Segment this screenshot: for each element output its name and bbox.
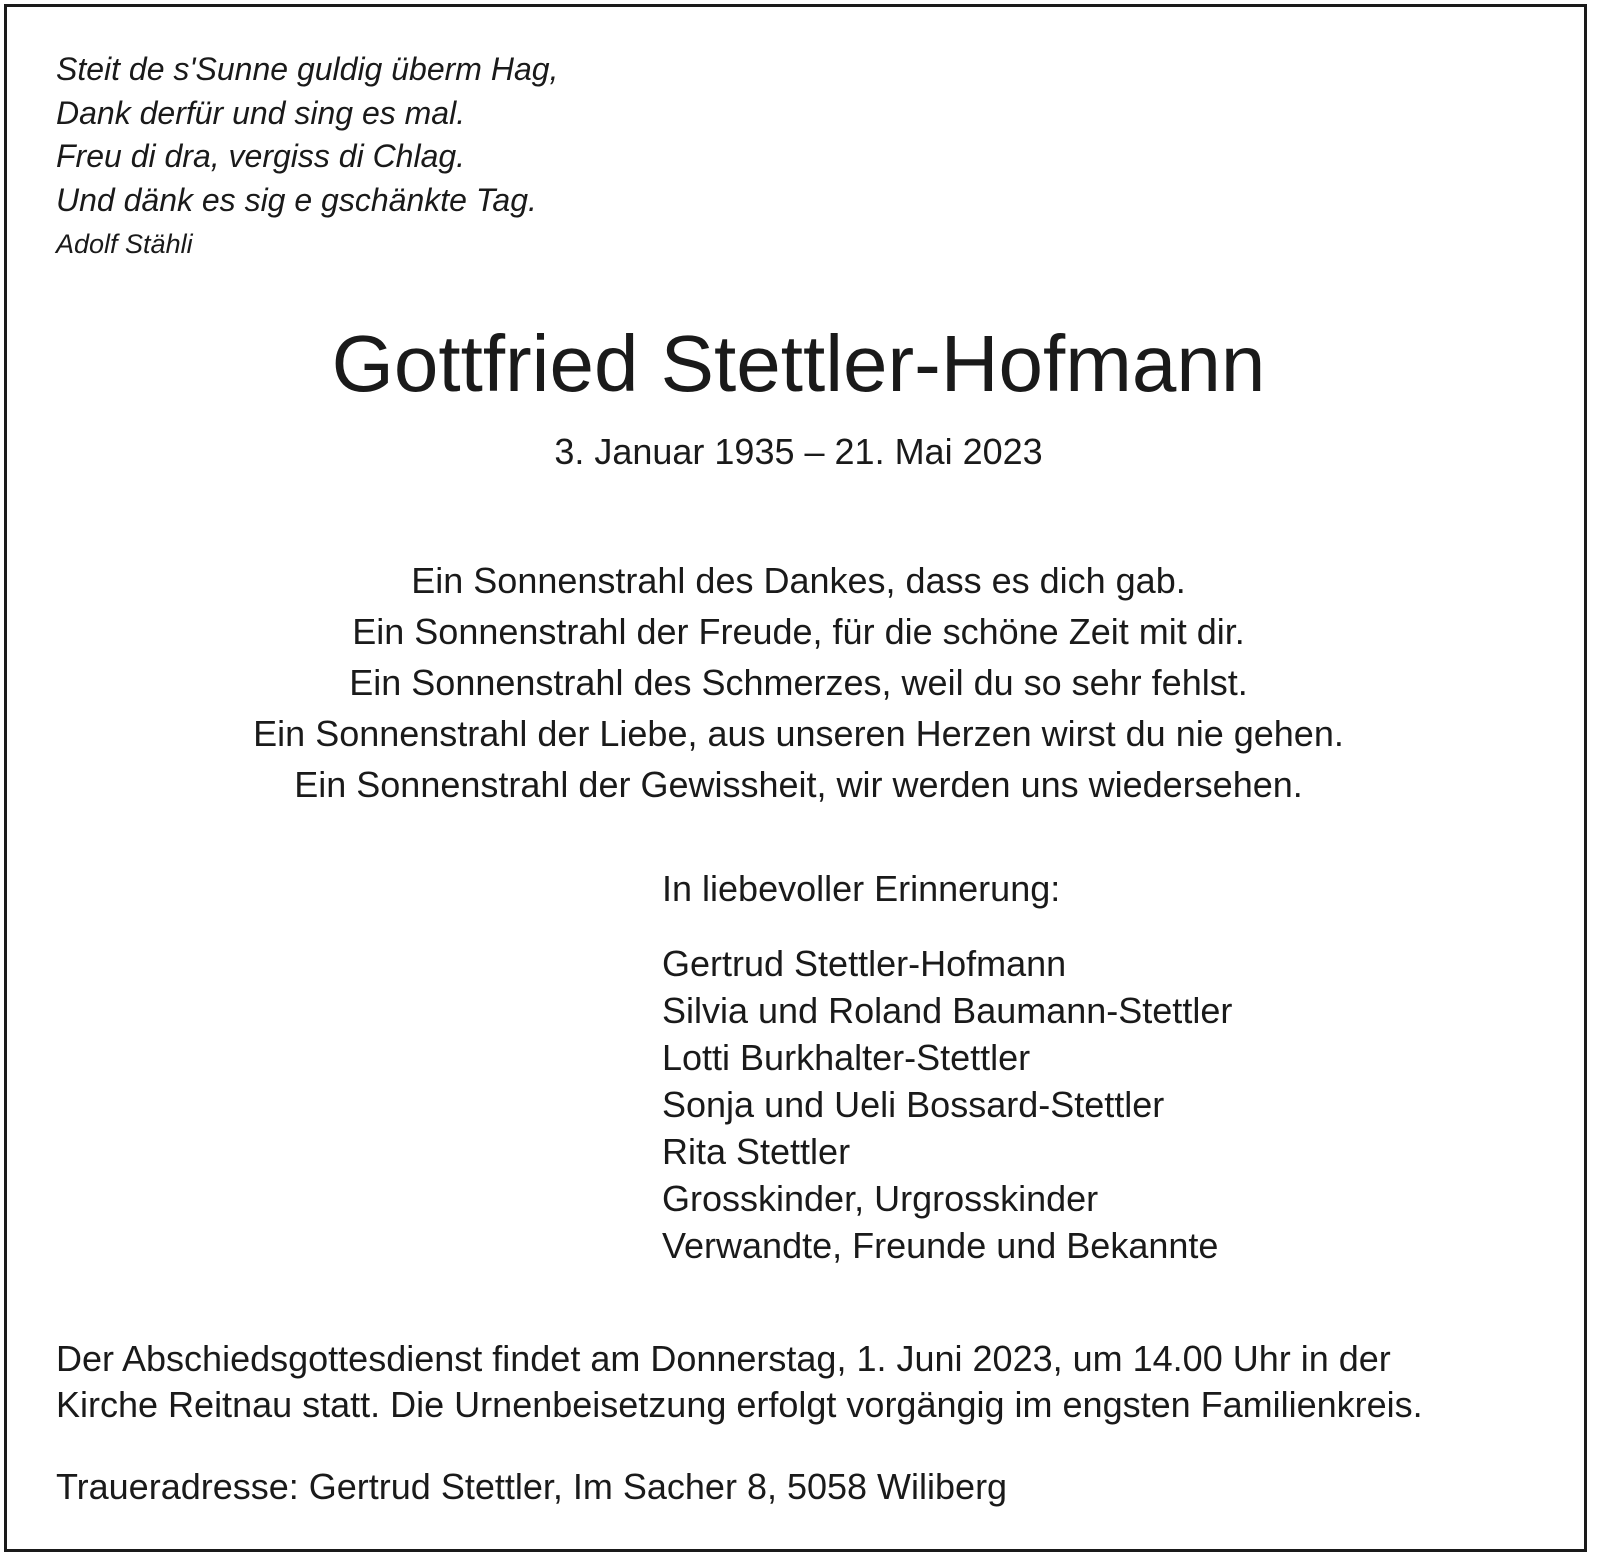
poem-line: Steit de s'Sunne guldig überm Hag, (56, 51, 559, 87)
verse-line: Ein Sonnenstrahl des Dankes, dass es dich gab. (411, 560, 1186, 601)
verse-line: Ein Sonnenstrahl der Gewissheit, wir werden uns wiedersehen. (294, 764, 1303, 805)
poem-author: Adolf Stähli (56, 229, 193, 259)
verse-line: Ein Sonnenstrahl der Freude, für die schöne Zeit mit dir. (352, 611, 1245, 652)
mourner-name: Silvia und Roland Baumann-Stettler (662, 990, 1233, 1031)
service-info (56, 1336, 1423, 1428)
mourner-name: Rita Stettler (662, 1131, 851, 1172)
mourner-name: Lotti Burkhalter-Stettler (662, 1037, 1031, 1078)
poem (56, 48, 558, 222)
verse-line: Ein Sonnenstrahl des Schmerzes, weil du so sehr fehlst. (349, 662, 1248, 703)
service-line: Kirche Reitnau statt. Die Urnenbeisetzung erfolgt vorgängig im engsten Familienkreis. (56, 1384, 1423, 1425)
mourners-list (662, 940, 1232, 1269)
mourner-name: Grosskinder, Urgrosskinder (662, 1178, 1099, 1219)
mourner-name: Verwandte, Freunde und Bekannte (662, 1225, 1219, 1266)
poem-line: Und dänk es sig e gschänkte Tag. (56, 181, 537, 218)
verse-line: Ein Sonnenstrahl der Liebe, aus unseren Herzen wirst du nie gehen. (253, 713, 1344, 754)
mourner-name: Sonja und Ueli Bossard-Stettler (662, 1084, 1165, 1125)
deceased-name: Gottfried Stettler-Hofmann (331, 319, 1266, 408)
poem-line: Dank derfür und sing es mal. (56, 94, 466, 131)
mourner-name: Gertrud Stettler-Hofmann (662, 943, 1067, 984)
poem-line: Freu di dra, vergiss di Chlag. (56, 138, 466, 174)
verse (0, 555, 1597, 810)
mourning-address: Traueradresse: Gertrud Stettler, Im Sacher 8, 5058 Wiliberg (56, 1466, 1008, 1507)
service-line: Der Abschiedsgottesdienst findet am Donnerstag, 1. Juni 2023, um 14.00 Uhr in der (56, 1338, 1391, 1379)
mourners-title: In liebevoller Erinnerung: (662, 868, 1061, 909)
life-dates: 3. Januar 1935 – 21. Mai 2023 (554, 431, 1043, 472)
